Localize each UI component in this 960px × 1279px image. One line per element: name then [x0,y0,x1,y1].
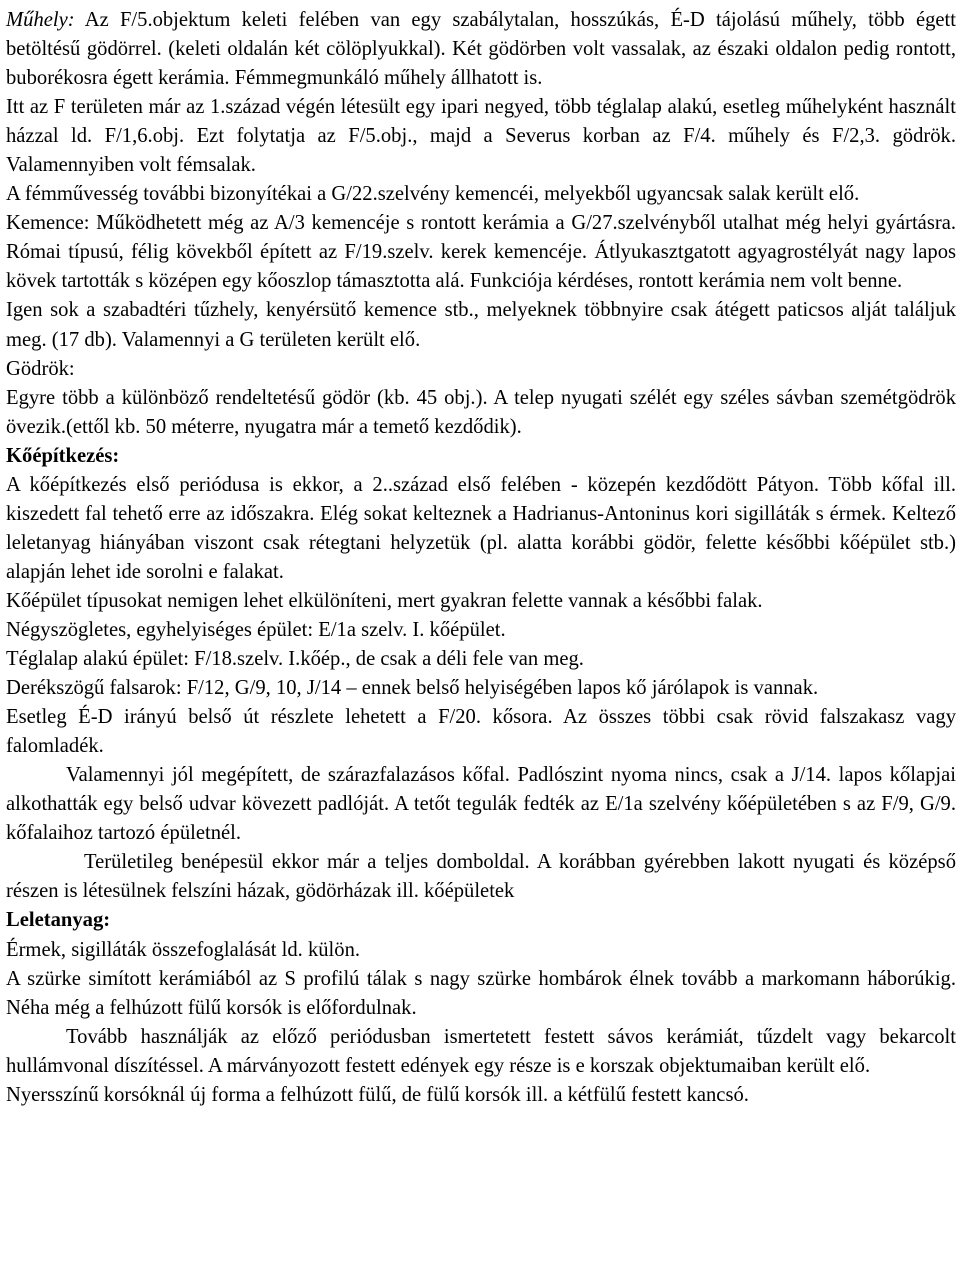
paragraph-szarazfalazas: Valamennyi jól megépített, de szárazfalazásos kőfal. Padlószint nyoma nincs, csak a J/14. lapos kőlapjai alkothatták egy belső udvar kövezett padlóját. A tetőt tegulák fedték az E/1a szelvény kőépületében s az F/9, G/9. kőfalaihoz tartozó épületnél. [6,764,956,845]
paragraph-nyersszinu: Nyersszínű korsóknál új forma a felhúzott fülű, de fülű korsók ill. a kétfülű festett kancsó. [6,1083,749,1106]
paragraph-festett-keramia: Tovább használják az előző periódusban ismertetett festett sávos kerámiát, tűzdelt vagy bekarcolt hullámvonal díszítéssel. A márványozott festett edények egy része is e korszak objektumaiban került elő. [6,1025,956,1077]
paragraph-godrok: Egyre több a különböző rendeltetésű gödör (kb. 45 obj.). A telep nyugati szélét egy széles sávban szemétgödrök övezik.(ettől kb. 50 méterre, nyugatra már a temető kezdődik). [6,386,956,438]
paragraph-tuzhely: Igen sok a szabadtéri tűzhely, kenyérsütő kemence stb., melyeknek többnyire csak átégett paticsos alját találjuk meg. (17 db). Valamennyi a G területen került elő. [6,299,956,351]
paragraph-domboldal: Területileg benépesül ekkor már a teljes domboldal. A korábban gyérebben lakott nyugati és középső részen is létesülnek felszíni házak, gödörházak ill. kőépületek [6,851,956,903]
document-page [6,6,956,1110]
paragraph-szurke-keramia: A szürke simított kerámiából az S profilú tálak s nagy szürke hombárok élnek tovább a markomann háborúkig. Néha még a felhúzott fülű korsók is előfordulnak. [6,967,956,1019]
paragraph-teglalap: Téglalap alakú épület: F/18.szelv. I.kőép., de csak a déli fele van meg. [6,648,584,671]
paragraph-negyszogletes: Négyszögletes, egyhelyiséges épület: E/1a szelv. I. kőépület. [6,618,506,641]
paragraph-derekszogu: Derékszögű falsarok: F/12, G/9, 10, J/14 – ennek belső helyiségében lapos kő járólapok is vannak. [6,677,819,700]
muhely-title: Műhely: [6,9,75,31]
heading-godrok: Gödrök: [6,357,75,380]
paragraph-ipari-negyed: Itt az F területen már az 1.század végén létesült egy ipari negyed, több téglalap alakú, esetleg műhelyként használt házzal ld. F/1,6.obj. Ezt folytatja az F/5.obj., majd a Severus korban az F/4. műhely és F/2,3. gödrök. Valamennyiben volt fémsalak. [6,96,956,177]
heading-leletanyag: Leletanyag: [6,909,111,932]
paragraph-kemence: Kemence: Működhetett még az A/3 kemencéje s rontott kerámia a G/27.szelvényből utalhat még helyi gyártásra. Római típusú, félig kövekből épített az F/19.szelv. kerek kemencéje. Átlyukasztgatott agyagrostélyát nagy lapos kövek tartották s középen egy kőoszlop támasztotta alá. Funkciója kérdéses, rontott kerámia nem volt benne. [6,212,956,293]
paragraph-belso-ut: Esetleg É-D irányú belső út részlete lehetett a F/20. kősora. Az összes többi csak rövid falszakasz vagy falomladék. [6,706,956,758]
paragraph-muhely [6,6,956,93]
paragraph-femmuvesseg: A fémművesség további bizonyítékai a G/22.szelvény kemencéi, melyekből ugyancsak salak került elő. [6,183,860,206]
muhely-text: Az F/5.objektum keleti felében van egy szabálytalan, hosszúkás, É-D tájolású műhely, több égett betöltésű gödörrel. (keleti oldalán két cölöplyukkal). Két gödörben volt vassalak, az északi oldalon pedig rontott, buborékosra égett kerámia. Fémmegmunkáló műhely állhatott is. [6,9,956,90]
paragraph-ermek: Érmek, sigilláták összefoglalását ld. külön. [6,938,361,961]
paragraph-koepulet-tipusok: Kőépület típusokat nemigen lehet elkülöníteni, mert gyakran felette vannak a későbbi falak. [6,589,763,612]
heading-koepitkezes: Kőépítkezés: [6,444,120,467]
paragraph-koepitkezes: A kőépítkezés első periódusa is ekkor, a 2..század első felében - közepén kezdődött Pátyon. Több kőfal ill. kiszedett fal tehető erre az időszakra. Elég sokat kelteznek a Hadrianus-Antoninus kori sigilláták s érmek. Keltező leletanyag hiányában viszont csak rétegtani helyzetük (pl. alatta korábbi gödör, felette későbbi kőépület stb.) alapján lehet ide sorolni e falakat. [6,473,956,583]
